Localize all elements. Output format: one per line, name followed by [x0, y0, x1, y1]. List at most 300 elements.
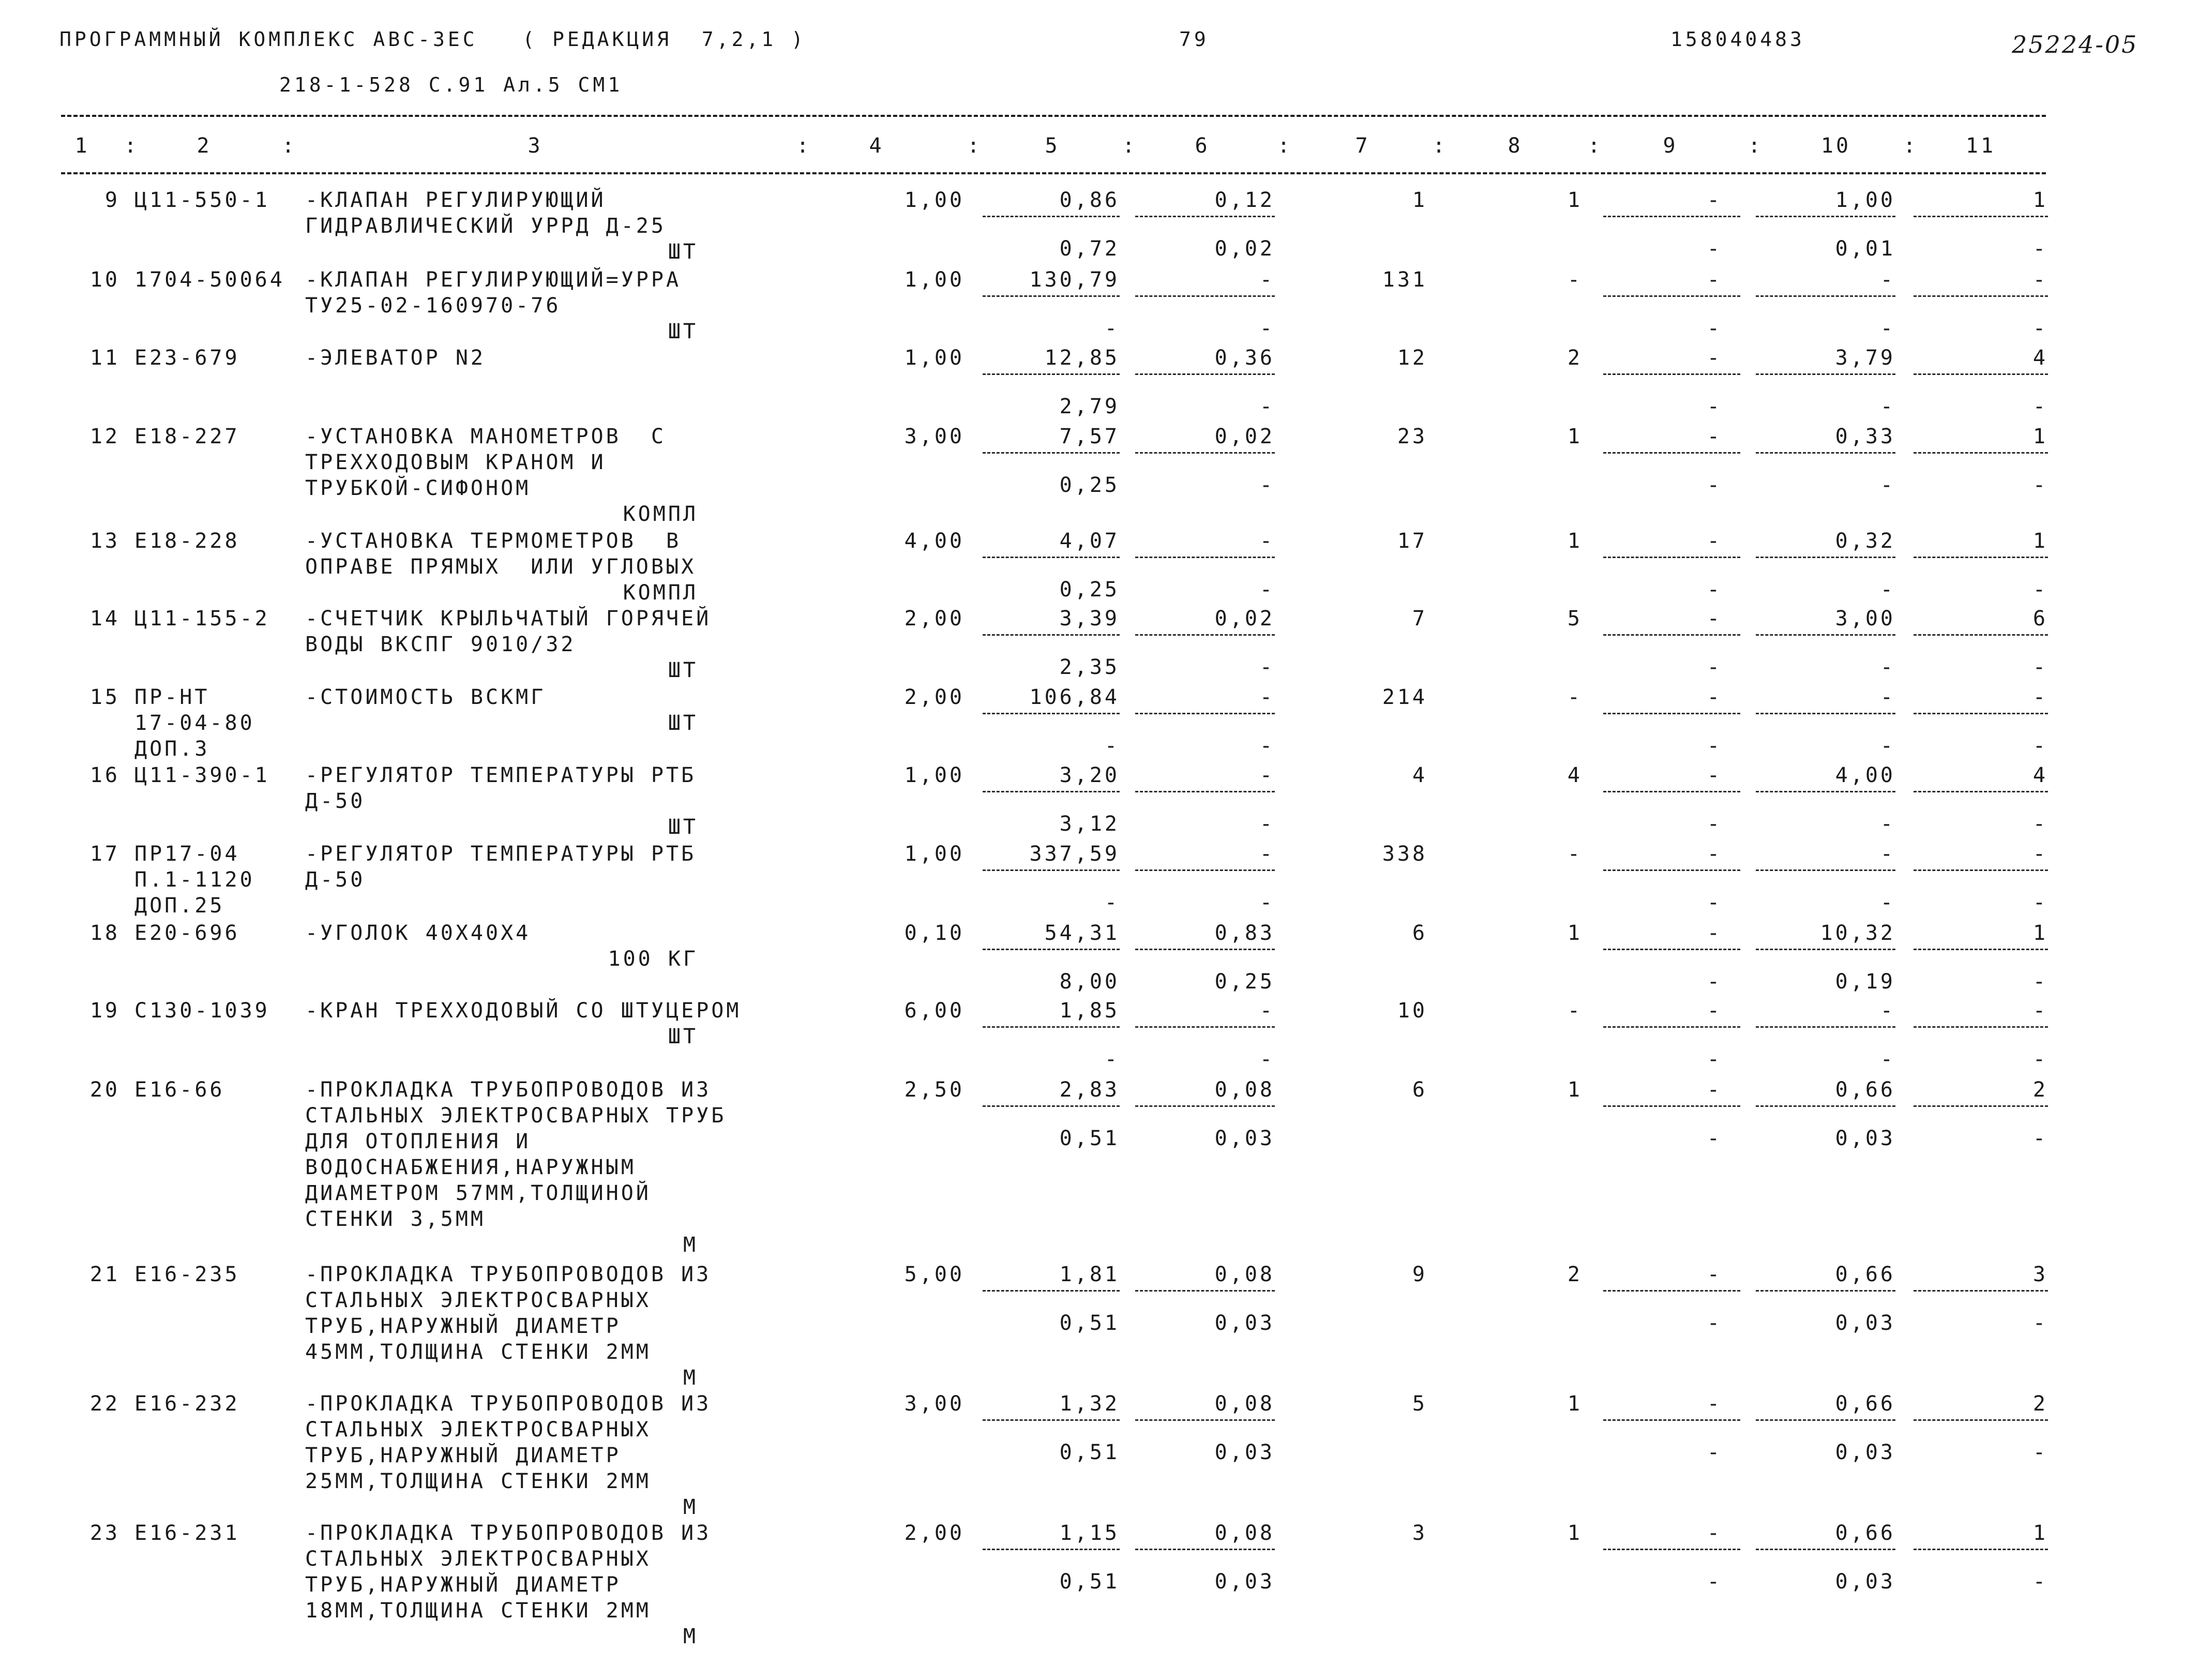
quantity-value: 2,50	[904, 1078, 965, 1102]
labor-sub-value: 0,03	[1835, 1127, 1895, 1150]
row-number: 15	[89, 685, 120, 709]
row-number: 14	[89, 607, 120, 631]
cell-divider	[1135, 295, 1275, 297]
row-description: -РЕГУЛЯТОР ТЕМПЕРАТУРЫ РТБ	[305, 763, 697, 787]
machine-wages-value: -	[1259, 1047, 1275, 1071]
labor-total-sub-value: -	[2032, 1047, 2048, 1071]
labor-total-value: 1	[2032, 425, 2048, 448]
row-description: -УСТАНОВКА ТЕРМОМЕТРОВ В	[305, 529, 682, 553]
total-cost-value: 6	[1412, 921, 1427, 945]
column-9-value: -	[1707, 921, 1722, 945]
labor-total-value: 4	[2032, 763, 2048, 787]
row-code: Ц11-390-1	[134, 763, 270, 787]
machine-wages-value: -	[1259, 578, 1275, 602]
machine-wages-value: -	[1259, 812, 1275, 836]
row-code: Е16-66	[134, 1078, 225, 1102]
labor-value: 0,66	[1835, 1263, 1895, 1286]
row-number: 21	[89, 1263, 120, 1286]
cell-divider	[1914, 869, 2048, 871]
labor-value: 0,32	[1835, 529, 1895, 553]
row-unit: КОМПЛ	[623, 581, 698, 605]
column-9-value: -	[1707, 685, 1722, 709]
cell-divider	[983, 713, 1120, 714]
row-description: ТРЕХХОДОВЫМ КРАНОМ И	[305, 451, 606, 474]
cell-divider	[983, 452, 1120, 454]
row-description: -УСТАНОВКА МАНОМЕТРОВ С	[305, 425, 666, 448]
labor-total-sub-value: -	[2032, 1570, 2048, 1594]
column-header-4: 4	[869, 134, 884, 158]
column-9-sub-value: -	[1707, 734, 1722, 758]
unit-cost-value: 12,85	[1044, 346, 1120, 370]
row-unit: М	[683, 1366, 698, 1390]
labor-sub-value: -	[1880, 891, 1895, 914]
row-description: СТАЛЬНЫХ ЭЛЕКТРОСВАРНЫХ	[305, 1288, 651, 1312]
row-number: 20	[89, 1078, 120, 1102]
cell-divider	[1914, 373, 2048, 375]
cell-divider	[983, 869, 1120, 871]
column-9-sub-value: -	[1707, 578, 1722, 602]
machine-wages-value: -	[1259, 317, 1275, 340]
column-9-sub-value: -	[1707, 237, 1722, 261]
cell-divider	[1756, 713, 1895, 714]
labor-total-sub-value: -	[2032, 812, 2048, 836]
labor-sub-value: -	[1880, 578, 1895, 602]
total-wages-value: 1	[1567, 1392, 1583, 1416]
row-number: 16	[89, 763, 120, 787]
labor-total-value: -	[2032, 842, 2048, 866]
row-description: ТУ25-02-160970-76	[305, 294, 561, 318]
total-wages-value: -	[1567, 685, 1583, 709]
document-code: 158040483	[1670, 28, 1805, 51]
machine-wages-value: -	[1259, 891, 1275, 914]
header-rule-bottom	[61, 172, 2046, 174]
wages-value: -	[1259, 763, 1275, 787]
column-header-2: 2	[197, 134, 212, 158]
quantity-value: 1,00	[904, 268, 965, 292]
machine-wages-value: 0,03	[1214, 1570, 1275, 1594]
row-code: ПР-НТ	[134, 685, 210, 709]
labor-sub-value: 0,01	[1835, 237, 1895, 261]
column-separator: :	[1433, 134, 1448, 158]
cell-divider	[1603, 1419, 1740, 1421]
unit-cost-value: 3,20	[1059, 763, 1120, 787]
column-9-sub-value: -	[1707, 1047, 1722, 1071]
cell-divider	[1756, 1549, 1895, 1550]
labor-total-value: 2	[2032, 1078, 2048, 1102]
column-separator: :	[282, 134, 297, 158]
column-header-11: 11	[1965, 134, 1996, 158]
column-9-value: -	[1707, 842, 1722, 866]
row-number: 10	[89, 268, 120, 292]
row-description: -СТОИМОСТЬ ВСКМГ	[305, 685, 546, 709]
quantity-value: 5,00	[904, 1263, 965, 1286]
unit-cost-value: 3,39	[1059, 607, 1120, 631]
labor-value: -	[1880, 685, 1895, 709]
wages-value: -	[1259, 268, 1275, 292]
wages-value: 0,36	[1214, 346, 1275, 370]
labor-total-sub-value: -	[2032, 734, 2048, 758]
cell-divider	[983, 1549, 1120, 1550]
quantity-value: 2,00	[904, 1521, 965, 1545]
labor-sub-value: -	[1880, 473, 1895, 497]
row-description: СТЕНКИ 3,5ММ	[305, 1207, 486, 1231]
unit-cost-value: 130,79	[1029, 268, 1120, 292]
cell-divider	[1135, 1026, 1275, 1028]
row-number: 18	[89, 921, 120, 945]
labor-total-value: -	[2032, 685, 2048, 709]
wages-value: 0,08	[1214, 1392, 1275, 1416]
cell-divider	[1756, 216, 1895, 217]
total-wages-value: -	[1567, 999, 1583, 1023]
labor-value: 10,32	[1820, 921, 1895, 945]
row-description: СТАЛЬНЫХ ЭЛЕКТРОСВАРНЫХ	[305, 1418, 651, 1442]
cell-divider	[1135, 1419, 1275, 1421]
unit-machine-value: 8,00	[1059, 970, 1120, 994]
wages-value: -	[1259, 529, 1275, 553]
row-unit: М	[683, 1495, 698, 1519]
row-code: Е18-228	[134, 529, 240, 553]
cell-divider	[983, 634, 1120, 636]
unit-machine-value: 2,79	[1059, 395, 1120, 418]
unit-cost-value: 4,07	[1059, 529, 1120, 553]
row-description: СТАЛЬНЫХ ЭЛЕКТРОСВАРНЫХ ТРУБ	[305, 1104, 727, 1128]
cell-divider	[1756, 1026, 1895, 1028]
labor-sub-value: -	[1880, 655, 1895, 679]
column-9-value: -	[1707, 1263, 1722, 1286]
labor-total-value: 1	[2032, 529, 2048, 553]
row-description: -УГОЛОК 40Х40Х4	[305, 921, 531, 945]
total-cost-value: 12	[1397, 346, 1427, 370]
row-code: П.1-1120	[134, 868, 255, 892]
total-wages-value: 5	[1567, 607, 1583, 631]
wages-value: 0,02	[1214, 607, 1275, 631]
cell-divider	[1603, 791, 1740, 792]
cell-divider	[1756, 791, 1895, 792]
labor-value: 0,33	[1835, 425, 1895, 448]
cell-divider	[1603, 949, 1740, 950]
labor-sub-value: -	[1880, 1047, 1895, 1071]
wages-value: -	[1259, 842, 1275, 866]
row-unit: ШТ	[668, 240, 698, 264]
column-9-sub-value: -	[1707, 812, 1722, 836]
total-wages-value: 4	[1567, 763, 1583, 787]
quantity-value: 3,00	[904, 425, 965, 448]
row-description: -КРАН ТРЕХХОДОВЫЙ СО ШТУЦЕРОМ	[305, 999, 742, 1023]
row-code: Е23-679	[134, 346, 240, 370]
labor-value: -	[1880, 999, 1895, 1023]
row-description: -ПРОКЛАДКА ТРУБОПРОВОДОВ ИЗ	[305, 1521, 712, 1545]
cell-divider	[983, 949, 1120, 950]
total-cost-value: 7	[1412, 607, 1427, 631]
total-wages-value: 1	[1567, 529, 1583, 553]
column-9-value: -	[1707, 763, 1722, 787]
machine-wages-value: -	[1259, 734, 1275, 758]
total-wages-value: 2	[1567, 346, 1583, 370]
column-9-value: -	[1707, 188, 1722, 212]
cell-divider	[983, 1419, 1120, 1421]
row-description: ГИДРАВЛИЧЕСКИЙ УРРД Д-25	[305, 214, 666, 238]
cell-divider	[983, 373, 1120, 375]
unit-machine-value: 0,51	[1059, 1127, 1120, 1150]
column-separator: :	[1277, 134, 1293, 158]
cell-divider	[1914, 791, 2048, 792]
unit-machine-value: 3,12	[1059, 812, 1120, 836]
unit-machine-value: 2,35	[1059, 655, 1120, 679]
cell-divider	[1756, 1419, 1895, 1421]
column-header-5: 5	[1045, 134, 1060, 158]
row-description: ДЛЯ ОТОПЛЕНИЯ И	[305, 1130, 531, 1153]
row-number: 19	[89, 999, 120, 1023]
labor-total-value: 1	[2032, 921, 2048, 945]
labor-value: 0,66	[1835, 1521, 1895, 1545]
machine-wages-value: 0,02	[1214, 237, 1275, 261]
labor-total-sub-value: -	[2032, 317, 2048, 340]
cell-divider	[1914, 1105, 2048, 1107]
row-description: Д-50	[305, 868, 366, 892]
column-9-value: -	[1707, 268, 1722, 292]
cell-divider	[1603, 216, 1740, 217]
column-9-value: -	[1707, 1392, 1722, 1416]
cell-divider	[1914, 1419, 2048, 1421]
row-number: 12	[89, 425, 120, 448]
quantity-value: 1,00	[904, 346, 965, 370]
row-description: -КЛАПАН РЕГУЛИРУЮЩИЙ=УРРА	[305, 268, 682, 292]
row-description: ВОДОСНАБЖЕНИЯ,НАРУЖНЫМ	[305, 1156, 636, 1179]
row-description: 45ММ,ТОЛЩИНА СТЕНКИ 2ММ	[305, 1340, 651, 1364]
total-wages-value: 1	[1567, 188, 1583, 212]
wages-value: 0,08	[1214, 1521, 1275, 1545]
cell-divider	[1135, 791, 1275, 792]
column-9-value: -	[1707, 425, 1722, 448]
quantity-value: 2,00	[904, 685, 965, 709]
row-code: Ц11-155-2	[134, 607, 270, 631]
total-wages-value: 1	[1567, 425, 1583, 448]
total-wages-value: -	[1567, 842, 1583, 866]
unit-cost-value: 337,59	[1029, 842, 1120, 866]
row-description: -ЭЛЕВАТОР N2	[305, 346, 486, 370]
row-description: 25ММ,ТОЛЩИНА СТЕНКИ 2ММ	[305, 1469, 651, 1493]
column-separator: :	[124, 134, 140, 158]
quantity-value: 3,00	[904, 1392, 965, 1416]
row-description: ТРУБ,НАРУЖНЫЙ ДИАМЕТР	[305, 1314, 621, 1338]
wages-value: -	[1259, 999, 1275, 1023]
cell-divider	[1135, 452, 1275, 454]
labor-value: -	[1880, 842, 1895, 866]
row-unit: М	[683, 1233, 698, 1257]
column-header-10: 10	[1820, 134, 1851, 158]
total-cost-value: 17	[1397, 529, 1427, 553]
cell-divider	[1603, 634, 1740, 636]
row-description: -КЛАПАН РЕГУЛИРУЮЩИЙ	[305, 188, 606, 212]
cell-divider	[1603, 1026, 1740, 1028]
unit-cost-value: 1,32	[1059, 1392, 1120, 1416]
labor-total-sub-value: -	[2032, 395, 2048, 418]
total-cost-value: 10	[1397, 999, 1427, 1023]
column-9-sub-value: -	[1707, 1441, 1722, 1464]
labor-value: 4,00	[1835, 763, 1895, 787]
row-unit: КОМПЛ	[623, 502, 698, 526]
cell-divider	[1603, 373, 1740, 375]
unit-cost-value: 1,81	[1059, 1263, 1120, 1286]
labor-total-sub-value: -	[2032, 578, 2048, 602]
column-9-sub-value: -	[1707, 970, 1722, 994]
column-separator: :	[1903, 134, 1919, 158]
column-separator: :	[1122, 134, 1138, 158]
labor-value: 3,00	[1835, 607, 1895, 631]
row-code: Е18-227	[134, 425, 240, 448]
row-code: ДОП.3	[134, 737, 210, 761]
cell-divider	[1914, 1290, 2048, 1292]
row-description: -ПРОКЛАДКА ТРУБОПРОВОДОВ ИЗ	[305, 1078, 712, 1102]
cell-divider	[1135, 869, 1275, 871]
column-9-sub-value: -	[1707, 317, 1722, 340]
total-cost-value: 6	[1412, 1078, 1427, 1102]
total-cost-value: 214	[1382, 685, 1427, 709]
row-description: ТРУБ,НАРУЖНЫЙ ДИАМЕТР	[305, 1573, 621, 1597]
row-description: -РЕГУЛЯТОР ТЕМПЕРАТУРЫ РТБ	[305, 842, 697, 866]
column-separator: :	[1588, 134, 1603, 158]
row-unit: М	[683, 1625, 698, 1648]
total-cost-value: 338	[1382, 842, 1427, 866]
row-number: 9	[104, 188, 120, 212]
unit-cost-value: 0,86	[1059, 188, 1120, 212]
wages-value: 0,08	[1214, 1263, 1275, 1286]
cell-divider	[1756, 949, 1895, 950]
column-separator: :	[967, 134, 983, 158]
unit-machine-value: 0,25	[1059, 578, 1120, 602]
machine-wages-value: 0,25	[1214, 970, 1275, 994]
wages-value: -	[1259, 685, 1275, 709]
column-9-sub-value: -	[1707, 655, 1722, 679]
row-code: Ц11-550-1	[134, 188, 270, 212]
labor-value: 0,66	[1835, 1078, 1895, 1102]
row-code: Е20-696	[134, 921, 240, 945]
labor-total-sub-value: -	[2032, 891, 2048, 914]
column-header-6: 6	[1195, 134, 1210, 158]
row-unit: ШТ	[668, 711, 698, 735]
header-rule-top	[61, 115, 2046, 117]
row-unit: ШТ	[668, 658, 698, 682]
machine-wages-value: -	[1259, 395, 1275, 418]
column-header-9: 9	[1663, 134, 1678, 158]
labor-total-value: 2	[2032, 1392, 2048, 1416]
row-code: Е16-232	[134, 1392, 240, 1416]
cell-divider	[1914, 1549, 2048, 1550]
labor-total-sub-value: -	[2032, 655, 2048, 679]
row-code: ПР17-04	[134, 842, 240, 866]
total-cost-value: 5	[1412, 1392, 1427, 1416]
cell-divider	[1135, 216, 1275, 217]
unit-machine-value: 0,51	[1059, 1311, 1120, 1335]
machine-wages-value: -	[1259, 473, 1275, 497]
row-description: Д-50	[305, 789, 366, 813]
labor-sub-value: 0,19	[1835, 970, 1895, 994]
row-description: ДИАМЕТРОМ 57ММ,ТОЛЩИНОЙ	[305, 1181, 651, 1205]
page-number: 79	[1179, 28, 1209, 51]
total-cost-value: 3	[1412, 1521, 1427, 1545]
cell-divider	[1135, 1549, 1275, 1550]
labor-total-value: -	[2032, 268, 2048, 292]
row-description: -СЧЕТЧИК КРЫЛЬЧАТЫЙ ГОРЯЧЕЙ	[305, 607, 712, 631]
quantity-value: 6,00	[904, 999, 965, 1023]
labor-sub-value: -	[1880, 812, 1895, 836]
cell-divider	[1756, 452, 1895, 454]
cell-divider	[1603, 713, 1740, 714]
unit-cost-value: 2,83	[1059, 1078, 1120, 1102]
labor-total-sub-value: -	[2032, 970, 2048, 994]
cell-divider	[1603, 452, 1740, 454]
labor-total-sub-value: -	[2032, 1311, 2048, 1335]
unit-machine-value: -	[1104, 1047, 1120, 1071]
quantity-value: 0,10	[904, 921, 965, 945]
row-unit: ШТ	[668, 815, 698, 839]
wages-value: 0,83	[1214, 921, 1275, 945]
column-9-value: -	[1707, 1521, 1722, 1545]
labor-sub-value: 0,03	[1835, 1441, 1895, 1464]
cell-divider	[1135, 949, 1275, 950]
column-header-1: 1	[74, 134, 90, 158]
column-9-value: -	[1707, 529, 1722, 553]
cell-divider	[983, 295, 1120, 297]
unit-cost-value: 7,57	[1059, 425, 1120, 448]
cell-divider	[1135, 1105, 1275, 1107]
wages-value: 0,08	[1214, 1078, 1275, 1102]
row-description: -ПРОКЛАДКА ТРУБОПРОВОДОВ ИЗ	[305, 1392, 712, 1416]
machine-wages-value: 0,03	[1214, 1127, 1275, 1150]
row-description: 18ММ,ТОЛЩИНА СТЕНКИ 2ММ	[305, 1599, 651, 1623]
cell-divider	[1603, 1549, 1740, 1550]
labor-value: 0,66	[1835, 1392, 1895, 1416]
total-cost-value: 1	[1412, 188, 1427, 212]
unit-cost-value: 106,84	[1029, 685, 1120, 709]
row-code: С130-1039	[134, 999, 270, 1023]
cell-divider	[1914, 452, 2048, 454]
row-unit: ШТ	[668, 1025, 698, 1048]
labor-total-value: 3	[2032, 1263, 2048, 1286]
total-cost-value: 9	[1412, 1263, 1427, 1286]
cell-divider	[1914, 295, 2048, 297]
machine-wages-value: 0,03	[1214, 1311, 1275, 1335]
row-description: СТАЛЬНЫХ ЭЛЕКТРОСВАРНЫХ	[305, 1547, 651, 1571]
labor-total-value: -	[2032, 999, 2048, 1023]
row-unit: ШТ	[668, 320, 698, 343]
total-cost-value: 131	[1382, 268, 1427, 292]
column-9-sub-value: -	[1707, 1127, 1722, 1150]
cell-divider	[1756, 1290, 1895, 1292]
wages-value: 0,12	[1214, 188, 1275, 212]
cell-divider	[1914, 634, 2048, 636]
row-description: ТРУБ,НАРУЖНЫЙ ДИАМЕТР	[305, 1444, 621, 1467]
total-wages-value: -	[1567, 268, 1583, 292]
cell-divider	[1756, 634, 1895, 636]
labor-total-value: 1	[2032, 1521, 2048, 1545]
cell-divider	[983, 1290, 1120, 1292]
row-number: 13	[89, 529, 120, 553]
cell-divider	[1756, 869, 1895, 871]
cell-divider	[1603, 557, 1740, 558]
row-code: Е16-231	[134, 1521, 240, 1545]
total-wages-value: 1	[1567, 1521, 1583, 1545]
row-number: 11	[89, 346, 120, 370]
cell-divider	[1756, 295, 1895, 297]
column-separator: :	[796, 134, 812, 158]
labor-total-value: 6	[2032, 607, 2048, 631]
cell-divider	[1135, 713, 1275, 714]
handwritten-number: 25224-05	[2012, 31, 2138, 58]
unit-machine-value: 0,51	[1059, 1570, 1120, 1594]
labor-total-sub-value: -	[2032, 237, 2048, 261]
quantity-value: 1,00	[904, 188, 965, 212]
